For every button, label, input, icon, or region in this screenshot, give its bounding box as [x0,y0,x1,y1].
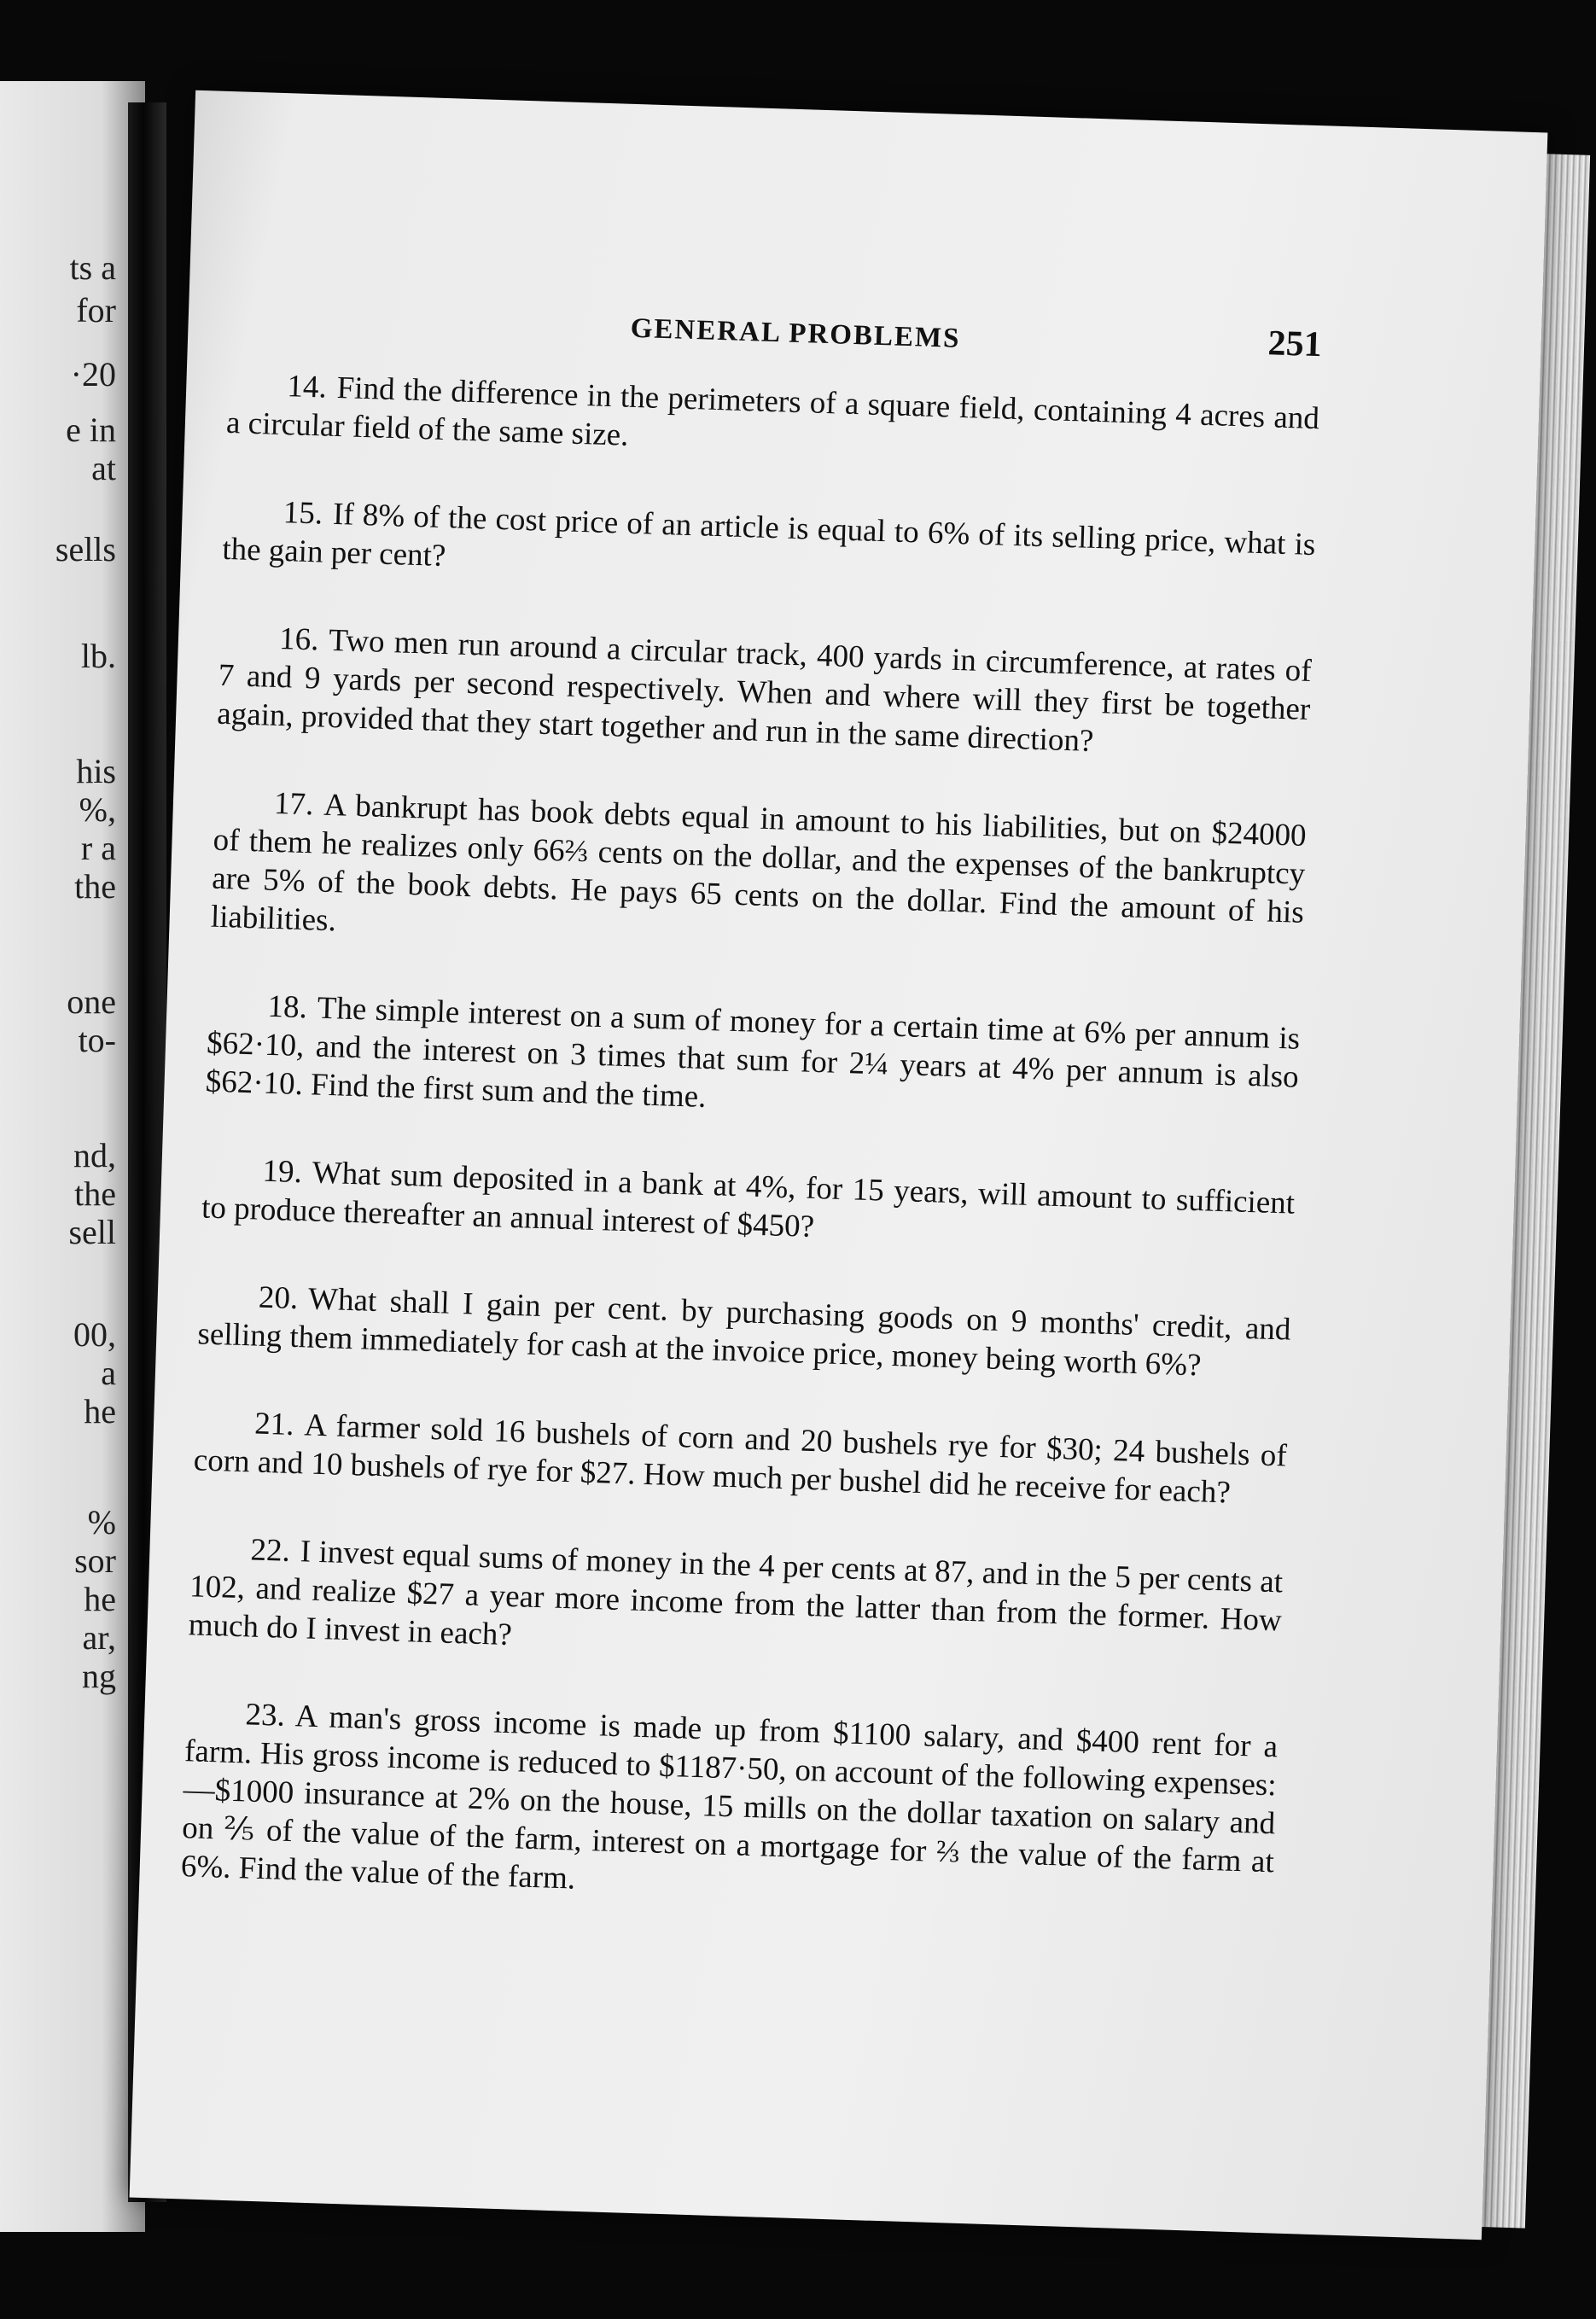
left-page-text-fragments [55,81,116,2232]
page-number: 251 [1267,323,1323,365]
left-page-fragment: one [67,982,116,1021]
problem-number: 15. [283,495,323,532]
left-page-fragment: sor [74,1541,116,1580]
problem-17 [210,783,1307,970]
left-page-fragment: ·20 [70,355,116,393]
left-page-fragment: he [84,1580,116,1618]
problem-23 [180,1693,1278,1920]
left-page-fragment: the [74,1174,116,1213]
problem-list [180,365,1319,1920]
problem-number: 21. [253,1406,295,1442]
problem-text: A bankrupt has book debts equal in amount to his liabilities, but on $24000 of them he realizes only 66⅔ cents on the dollar, and the expenses of the bankruptcy are 5% of the book debts. He pays 65 cents on the dollar. Find the amount of his liabilities. [210,787,1308,939]
left-page-fragment: ar, [82,1618,116,1657]
left-page-fragment: at [91,449,116,487]
left-page-fragment: nd, [73,1136,116,1174]
left-page-fragment: %, [79,790,116,829]
left-page-fragment: ng [82,1657,116,1695]
left-page-fragment: sells [55,530,116,568]
problem-text: I invest equal sums of money in the 4 per cents at 87, and in the 5 per cents at 102, and realize $27 a year more income from the latter than from the former. How much do I invest in each? [188,1534,1284,1653]
problem-text: What sum deposited in a bank at 4%, for 15 years, will amount to sufficient to produce thereafter an annual interest of $450? [201,1155,1296,1245]
problem-15 [222,492,1316,603]
left-page-fragment: he [84,1392,116,1430]
problem-16 [217,618,1313,767]
problem-text: If 8% of the cost price of an article is equal to 6% of its selling price, what is the gain per cent? [221,496,1316,574]
left-page-fragment: % [87,1503,116,1541]
problem-text: Two men run around a circular track, 400 yards in circumference, at rates of 7 and 9 yards per second respectively. When and where will they first be together again, provided that they start together and run in the same direction? [216,622,1313,760]
left-page-fragment: lb. [80,637,116,675]
problem-number: 17. [273,785,315,823]
left-page-fragment: e in [66,411,116,449]
problem-number: 18. [267,988,308,1026]
problem-21 [193,1402,1287,1513]
problem-number: 14. [286,369,328,405]
left-page-fragment: to- [78,1021,116,1059]
problem-number: 20. [258,1279,299,1317]
problem-number: 16. [278,621,320,658]
problem-text: Find the difference in the perimeters of a square field, containing 4 acres and a circular field of the same size. [225,370,1320,453]
problem-text: A man's gross income is made up from $1100 salary, and $400 rent for a farm. His gross income is reduced to $1187·50, on account of the following expenses:—$1000 insurance at 2% on the house, 15 mills on the dollar taxation on salary and on ⅖ of the value of the farm, interest on a mortgage for ⅔ the value of the farm at 6%. Find the value of the farm. [180,1698,1279,1897]
problem-number: 23. [244,1697,286,1733]
problem-22 [188,1529,1284,1678]
problem-text: A farmer sold 16 bushels of corn and 20 bushels rye for $30; 24 bushels of corn and 10 bushels of rye for $27. How much per bushel did he receive for each? [193,1407,1288,1511]
page-title: GENERAL PROBLEMS [630,312,962,354]
left-page-fragment: r a [80,829,116,867]
problem-text: The simple interest on a sum of money for a certain time at 6% per annum is $62·10, and the interest on 3 times that sum for 2¼ years at 4% per annum is also $62·10. Find the first sum and the time. [205,990,1301,1115]
left-page-fragment: 00, [73,1315,116,1354]
left-page-fragment: ts a [69,248,116,287]
problem-19 [201,1151,1296,1261]
problem-14 [225,365,1319,476]
page-text-block [178,290,1322,1969]
problem-number: 19. [261,1153,303,1191]
left-page-fragment: sell [68,1213,116,1251]
problem-number: 22. [250,1532,291,1569]
problem-18 [205,986,1301,1135]
problem-text: What shall I gain per cent. by purchasing goods on 9 months' credit, and selling them immediately for cash at the invoice price, money being worth 6%? [196,1281,1291,1384]
left-page-fragment: his [76,752,116,790]
left-facing-page [0,81,145,2232]
left-page-fragment: the [74,867,116,906]
left-page-fragment: for [76,291,116,329]
left-page-fragment: a [101,1354,116,1392]
problem-20 [197,1276,1291,1387]
